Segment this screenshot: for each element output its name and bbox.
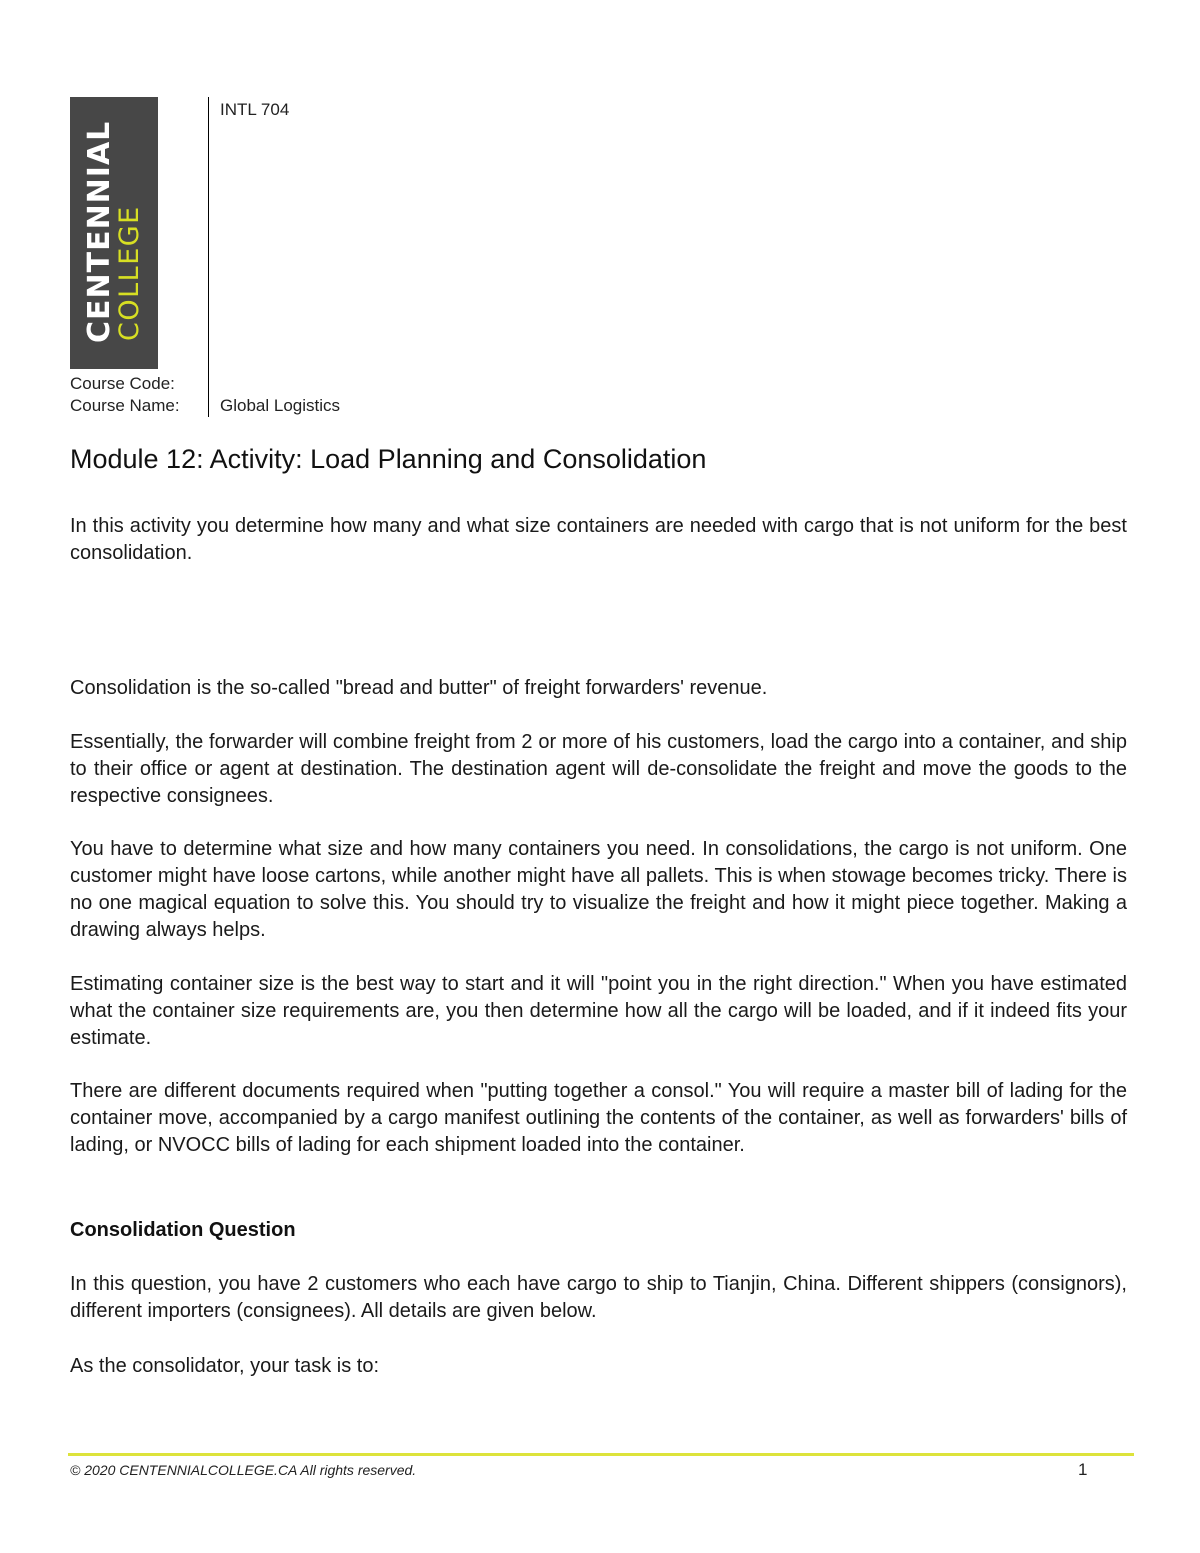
header-divider (208, 97, 209, 417)
college-logo (70, 97, 158, 369)
paragraph-5: There are different documents required when "putting together a consol." You will require a master bill of lading for the container move, accompanied by a cargo manifest outlining the contents of the container, as well as forwarders' bills of lading, or NVOCC bills of lading for each shipment loaded into the container. (70, 1080, 1127, 1156)
course-code-value: INTL 704 (220, 100, 290, 119)
logo-wordmark (82, 120, 145, 343)
footer-divider (68, 1453, 1134, 1456)
page-number: 1 (1078, 1460, 1088, 1479)
section-paragraph-1: In this question, you have 2 customers who each have cargo to ship to Tianjin, China. Different shippers (consignors), different importers (consignees). All details are given below. (70, 1273, 1127, 1322)
paragraph-1: Consolidation is the so-called "bread and butter" of freight forwarders' revenue. (70, 677, 768, 699)
paragraph-4: Estimating container size is the best way to start and it will "point you in the right direction." When you have estimated what the container size requirements are, you then determine how all the cargo will be loaded, and if it indeed fits your estimate. (70, 973, 1127, 1049)
section-heading: Consolidation Question (70, 1219, 296, 1241)
logo-text-college: COLLEGE (114, 205, 145, 341)
intro-paragraph: In this activity you determine how many and what size containers are needed with cargo that is not uniform for the best consolidation. (70, 515, 1127, 564)
page-title: Module 12: Activity: Load Planning and Consolidation (70, 444, 707, 474)
paragraph-2: Essentially, the forwarder will combine freight from 2 or more of his customers, load the cargo into a container, and ship to their office or agent at destination. The destination agent will de-consolidate the freight and move the goods to the respective consignees. (70, 731, 1127, 807)
course-name-value: Global Logistics (220, 396, 341, 415)
course-name-label: Course Name: (70, 396, 180, 415)
paragraph-3: You have to determine what size and how many containers you need. In consolidations, the cargo is not uniform. One customer might have loose cartons, while another might have all pallets. This is when stowage becomes tricky. There is no one magical equation to solve this. You should try to visualize the freight and how it might piece together. Making a drawing always helps. (70, 838, 1127, 941)
section-paragraph-2: As the consolidator, your task is to: (70, 1355, 380, 1377)
logo-text-centennial: CENTENNIAL (82, 120, 117, 343)
footer-copyright: © 2020 CENTENNIALCOLLEGE.CA All rights reserved. (70, 1462, 417, 1478)
course-code-label: Course Code: (70, 374, 175, 393)
